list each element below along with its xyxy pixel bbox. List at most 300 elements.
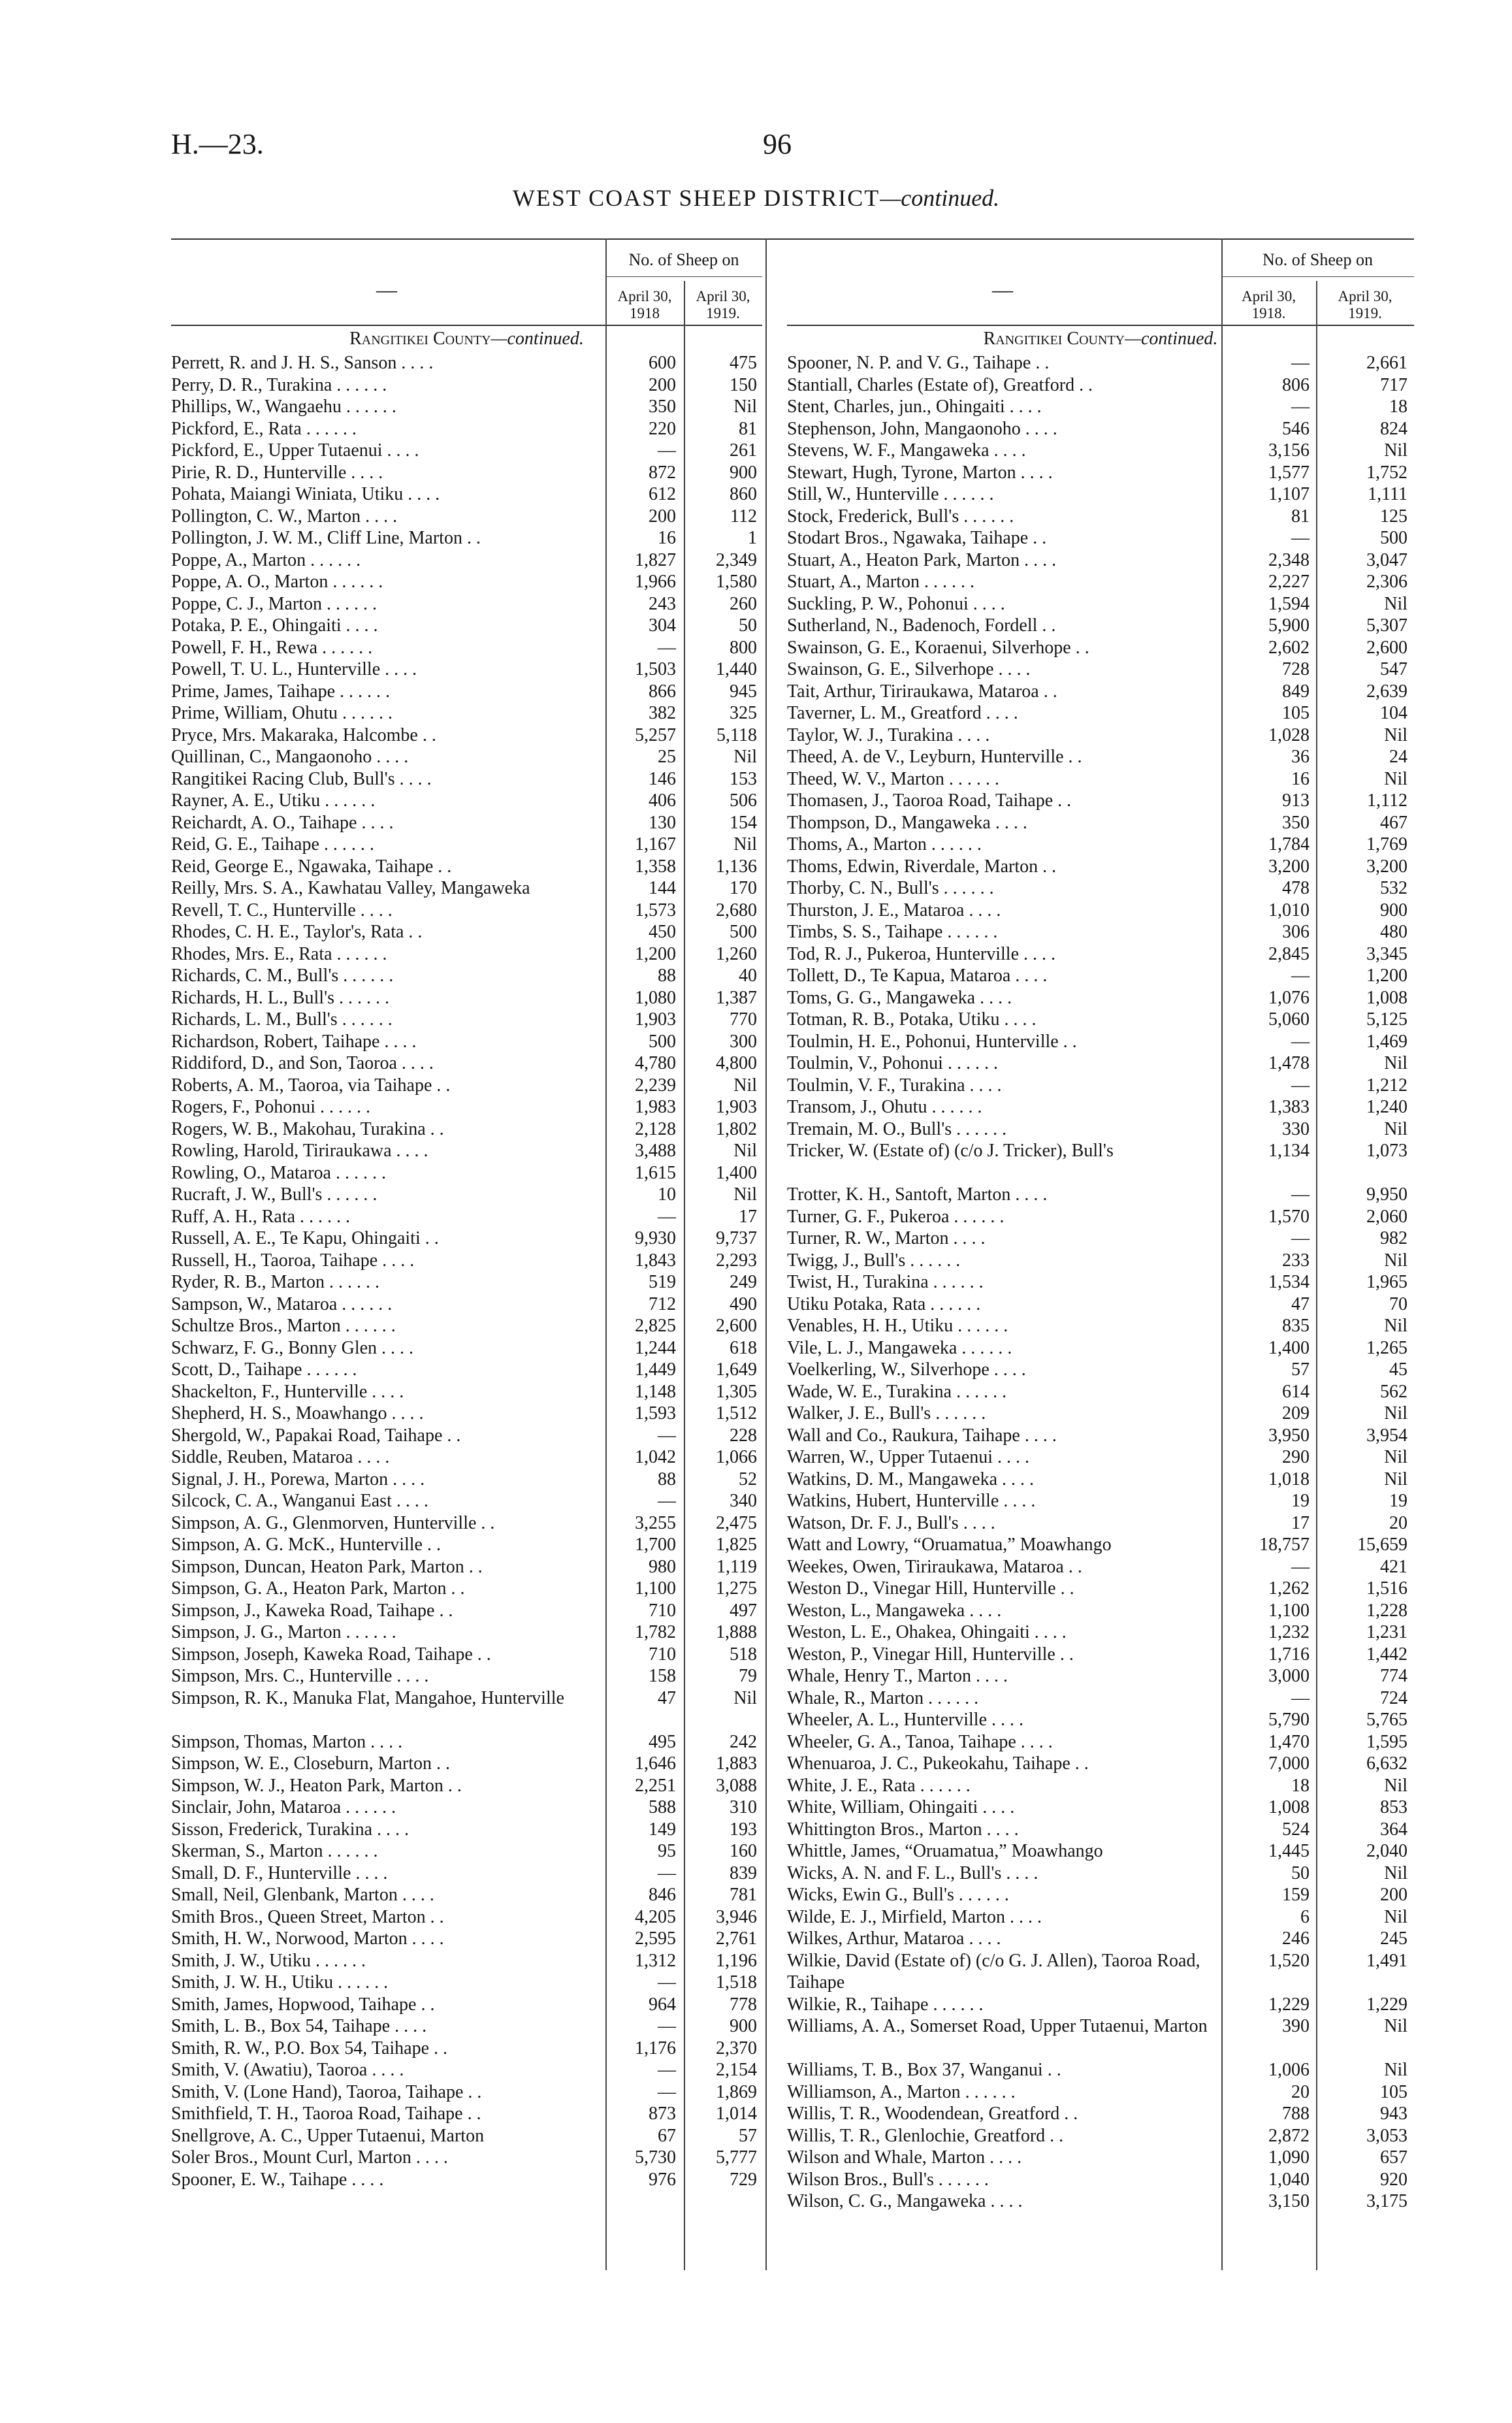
table-row bbox=[171, 746, 762, 768]
sheep-1919: 1,196 bbox=[716, 1950, 757, 1971]
sheep-1919: 900 bbox=[730, 462, 757, 483]
owner-name: Signal, J. H., Porewa, Marton . . . . bbox=[171, 1469, 425, 1489]
sheep-1918: 47 bbox=[658, 1687, 676, 1708]
sheep-1918: 2,595 bbox=[635, 1928, 676, 1949]
table-row bbox=[787, 1556, 1414, 1578]
sheep-1919: 9,950 bbox=[1366, 1184, 1407, 1205]
table-row bbox=[171, 1403, 762, 1425]
sheep-1918: — bbox=[1291, 1687, 1310, 1708]
table-row bbox=[171, 1052, 762, 1075]
sheep-1919: 1,200 bbox=[1366, 966, 1407, 986]
sheep-1918: — bbox=[1291, 1228, 1310, 1248]
sheep-1918: 25 bbox=[658, 747, 676, 767]
owner-name: Thurston, J. E., Mataroa . . . . bbox=[787, 900, 1001, 920]
owner-name: Scott, D., Taihape . . . . . . bbox=[171, 1359, 357, 1380]
table-row bbox=[787, 396, 1414, 418]
table-row bbox=[787, 2081, 1414, 2104]
sheep-1918: 3,200 bbox=[1268, 856, 1310, 877]
owner-name: Watkins, Hubert, Hunterville . . . . bbox=[787, 1491, 1036, 1511]
sheep-1919: 2,661 bbox=[1366, 353, 1407, 373]
sheep-1919: 1,769 bbox=[1366, 834, 1407, 854]
sheep-1919: 1,491 bbox=[1366, 1950, 1407, 1971]
sheep-1918: 1,445 bbox=[1268, 1841, 1310, 1861]
table-row bbox=[787, 1994, 1414, 2016]
owner-name: Whale, R., Marton . . . . . . bbox=[787, 1687, 979, 1708]
sheep-1918: 588 bbox=[649, 1797, 676, 1817]
sheep-1918: 806 bbox=[1282, 374, 1310, 395]
owner-name: Simpson, Mrs. C., Hunterville . . . . bbox=[171, 1666, 429, 1686]
owner-name: Rhodes, Mrs. E., Rata . . . . . . bbox=[171, 943, 387, 964]
right-rows bbox=[787, 352, 1414, 2213]
owner-name: Rucraft, J. W., Bull's . . . . . . bbox=[171, 1184, 378, 1205]
sheep-1918: 18,757 bbox=[1259, 1535, 1310, 1555]
table-row bbox=[787, 1665, 1414, 1687]
table-row bbox=[787, 1337, 1414, 1359]
table-row bbox=[171, 965, 762, 987]
owner-name: Weston, L. E., Ohakea, Ohingaiti . . . . bbox=[787, 1622, 1067, 1642]
owner-name: Perrett, R. and J. H. S., Sanson . . . . bbox=[171, 353, 434, 373]
owner-name: Wilson, C. G., Mangaweka . . . . bbox=[787, 2191, 1023, 2211]
table-row bbox=[171, 1753, 762, 1775]
sheep-1918: 1,646 bbox=[635, 1753, 676, 1774]
sheep-1919: 3,345 bbox=[1366, 943, 1407, 964]
sheep-1919: 9,737 bbox=[716, 1228, 757, 1248]
owner-name: Rayner, A. E., Utiku . . . . . . bbox=[171, 790, 376, 811]
sheep-1918: 1,262 bbox=[1268, 1578, 1310, 1599]
sheep-1918: 849 bbox=[1282, 681, 1310, 702]
table-row bbox=[171, 1819, 762, 1841]
sheep-1919: 1,073 bbox=[1366, 1141, 1407, 1161]
owner-name: Wilson Bros., Bull's . . . . . . bbox=[787, 2169, 989, 2190]
name-column-header: — bbox=[376, 278, 397, 301]
sheep-1918: 5,730 bbox=[635, 2147, 676, 2168]
table-row bbox=[171, 1337, 762, 1359]
owner-name: Simpson, Duncan, Heaton Park, Marton . . bbox=[171, 1556, 483, 1577]
sheep-1918: 149 bbox=[649, 1819, 676, 1840]
owner-name: Soler Bros., Mount Curl, Marton . . . . bbox=[171, 2147, 448, 2168]
table-row bbox=[171, 681, 762, 703]
table-row bbox=[787, 681, 1414, 703]
sheep-1919: 1,752 bbox=[1366, 462, 1407, 483]
sheep-1918: 450 bbox=[649, 922, 676, 942]
owner-name: Wilson and Whale, Marton . . . . bbox=[787, 2147, 1022, 2168]
table-row bbox=[787, 1228, 1414, 1250]
sheep-1918: 17 bbox=[1291, 1512, 1310, 1533]
table-row bbox=[787, 483, 1414, 506]
sheep-1919: 81 bbox=[739, 418, 757, 439]
sheep-1919: 242 bbox=[730, 1731, 757, 1752]
table-row bbox=[787, 615, 1414, 637]
owner-name: Swainson, G. E., Silverhope . . . . bbox=[787, 659, 1031, 679]
sheep-1919: 1,595 bbox=[1366, 1731, 1407, 1752]
sheep-1919: 45 bbox=[1389, 1359, 1407, 1380]
sheep-count-group-header: No. of Sheep on bbox=[1263, 250, 1373, 269]
col-divider bbox=[605, 238, 607, 2270]
table-row bbox=[171, 1096, 762, 1118]
sheep-1919: 24 bbox=[1389, 747, 1407, 767]
table-row bbox=[171, 1075, 762, 1097]
right-column bbox=[787, 238, 1414, 2213]
owner-name: Simpson, A. G. McK., Hunterville . . bbox=[171, 1535, 441, 1555]
table-row bbox=[787, 1644, 1414, 1666]
sheep-1918: 1,148 bbox=[635, 1381, 676, 1402]
sheep-1918: 1,076 bbox=[1268, 987, 1310, 1008]
owner-name: Wall and Co., Raukura, Taihape . . . . bbox=[787, 1425, 1057, 1446]
table-row bbox=[171, 352, 762, 374]
table-row bbox=[171, 1315, 762, 1337]
sheep-1918: 2,348 bbox=[1268, 549, 1310, 570]
owner-name: Stuart, A., Heaton Park, Marton . . . . bbox=[787, 549, 1057, 570]
owner-name: Pollington, J. W. M., Cliff Line, Marton . . bbox=[171, 528, 481, 548]
owner-name: Williamson, A., Marton . . . . . . bbox=[787, 2081, 1016, 2102]
owner-name: Poppe, A. O., Marton . . . . . . bbox=[171, 572, 383, 592]
sheep-1919: 1,212 bbox=[1366, 1075, 1407, 1096]
table-row bbox=[787, 1293, 1414, 1316]
sheep-1918: 1,700 bbox=[635, 1535, 676, 1555]
sheep-1918: 600 bbox=[649, 353, 676, 373]
sheep-1918: 350 bbox=[649, 397, 676, 417]
owner-name: Wilde, E. J., Mirfield, Marton . . . . bbox=[787, 1906, 1042, 1927]
table-row bbox=[171, 374, 762, 397]
sheep-1918: — bbox=[1291, 966, 1310, 986]
report-reference: H.—23. bbox=[171, 128, 264, 160]
sheep-1919: Nil bbox=[1384, 440, 1407, 461]
table-row bbox=[171, 1031, 762, 1053]
section-heading: Rangitikei County—continued. bbox=[983, 329, 1218, 349]
table-row bbox=[171, 1206, 762, 1228]
sheep-1919: Nil bbox=[1384, 1403, 1407, 1423]
sheep-1919: 5,765 bbox=[1366, 1710, 1407, 1730]
sheep-1919: 228 bbox=[730, 1425, 757, 1446]
owner-name: Revell, T. C., Hunterville . . . . bbox=[171, 900, 393, 920]
owner-name: Powell, T. U. L., Hunterville . . . . bbox=[171, 659, 417, 679]
sheep-1918: 47 bbox=[1291, 1293, 1310, 1314]
owner-name: Phillips, W., Wangaehu . . . . . . bbox=[171, 397, 396, 417]
owner-name: Smith, V. (Awatiu), Taoroa . . . . bbox=[171, 2060, 404, 2080]
owner-name: Whenuaroa, J. C., Pukeokahu, Taihape . . bbox=[787, 1753, 1089, 1774]
sheep-1919: 900 bbox=[1380, 900, 1407, 920]
sheep-1918: 1,503 bbox=[635, 659, 676, 679]
owner-name: Smith, J. W. H., Utiku . . . . . . bbox=[171, 1972, 389, 1992]
owner-name: Russell, A. E., Te Kapu, Ohingaiti . . bbox=[171, 1228, 439, 1248]
owner-name: Tricker, W. (Estate of) (c/o J. Tricker), Bull's bbox=[787, 1141, 1114, 1161]
table-row bbox=[787, 1096, 1414, 1118]
owner-name: Pickford, E., Rata . . . . . . bbox=[171, 418, 357, 439]
sheep-1919: 2,370 bbox=[716, 2038, 757, 2058]
sheep-1919: 2,154 bbox=[716, 2060, 757, 2080]
owner-name: Rogers, F., Pohonui . . . . . . bbox=[171, 1097, 371, 1117]
sheep-1918: 382 bbox=[649, 703, 676, 723]
sheep-1918: — bbox=[658, 1425, 676, 1446]
owner-name: Sutherland, N., Badenoch, Fordell . . bbox=[787, 615, 1056, 636]
sheep-1918: 1,040 bbox=[1268, 2169, 1310, 2190]
sheep-1919: 770 bbox=[730, 1009, 757, 1030]
sheep-1919: Nil bbox=[1384, 593, 1407, 614]
sheep-1919: 50 bbox=[739, 615, 757, 636]
table-row bbox=[787, 1052, 1414, 1075]
sheep-1918: — bbox=[1291, 528, 1310, 548]
owner-name: Pollington, C. W., Marton . . . . bbox=[171, 506, 398, 527]
owner-name: Transom, J., Ohutu . . . . . . bbox=[787, 1097, 982, 1117]
sheep-1919: 4,800 bbox=[716, 1053, 757, 1073]
sheep-1918: 9,930 bbox=[635, 1228, 676, 1248]
owner-name: Theed, W. V., Marton . . . . . . bbox=[787, 768, 999, 789]
owner-name: Richardson, Robert, Taihape . . . . bbox=[171, 1031, 417, 1052]
sheep-1918: 913 bbox=[1282, 790, 1310, 811]
sheep-1919: 364 bbox=[1380, 1819, 1407, 1840]
owner-name: Smith Bros., Queen Street, Marton . . bbox=[171, 1906, 444, 1927]
owner-name: Rowling, Harold, Tiriraukawa . . . . bbox=[171, 1141, 428, 1161]
sheep-1919: 1,008 bbox=[1366, 987, 1407, 1008]
owner-name: Simpson, W. E., Closeburn, Marton . . bbox=[171, 1753, 451, 1774]
sheep-1918: — bbox=[1291, 1075, 1310, 1096]
owner-name: Ruff, A. H., Rata . . . . . . bbox=[171, 1206, 351, 1227]
table-row bbox=[171, 2169, 762, 2191]
sheep-1919: Nil bbox=[1384, 1906, 1407, 1927]
owner-name: Rowling, O., Mataroa . . . . . . bbox=[171, 1162, 386, 1183]
sheep-1919: Nil bbox=[733, 747, 757, 767]
sheep-1919: 1,512 bbox=[716, 1403, 757, 1423]
table-row bbox=[171, 1644, 762, 1666]
page-number: 96 bbox=[763, 128, 792, 160]
owner-name: Prime, William, Ohutu . . . . . . bbox=[171, 703, 393, 723]
sheep-1918: 1,782 bbox=[635, 1622, 676, 1642]
owner-name: Simpson, G. A., Heaton Park, Marton . . bbox=[171, 1578, 465, 1599]
table-row bbox=[171, 2103, 762, 2125]
owner-name: Toulmin, V., Pohonui . . . . . . bbox=[787, 1053, 998, 1073]
sheep-1918: 3,255 bbox=[635, 1512, 676, 1533]
sheep-1919: Nil bbox=[1384, 2060, 1407, 2080]
owner-name: Wilkes, Arthur, Mataroa . . . . bbox=[787, 1928, 1001, 1949]
owner-name: Watt and Lowry, “Oruamatua,” Moawhango bbox=[787, 1535, 1112, 1555]
sheep-1919: 467 bbox=[1380, 812, 1407, 833]
sheep-1918: 200 bbox=[649, 506, 676, 527]
sheep-1919: 3,954 bbox=[1366, 1425, 1407, 1446]
table-row bbox=[787, 1578, 1414, 1600]
sheep-1919: 105 bbox=[1380, 2081, 1407, 2102]
table-row bbox=[171, 1425, 762, 1447]
table-row bbox=[787, 1075, 1414, 1097]
table-row bbox=[171, 593, 762, 615]
sheep-1918: 710 bbox=[649, 1644, 676, 1665]
sheep-1918: 835 bbox=[1282, 1316, 1310, 1336]
sheep-1919: 154 bbox=[730, 812, 757, 833]
sheep-1919: 1,275 bbox=[716, 1578, 757, 1599]
owner-name: Stevens, W. F., Mangaweka . . . . bbox=[787, 440, 1026, 461]
sheep-1919: Nil bbox=[1384, 1775, 1407, 1796]
sheep-1918: 3,156 bbox=[1268, 440, 1310, 461]
sheep-1919: 2,600 bbox=[716, 1316, 757, 1336]
owner-name: Schultze Bros., Marton . . . . . . bbox=[171, 1316, 396, 1336]
sheep-1919: 1,580 bbox=[716, 572, 757, 592]
table-row bbox=[171, 1009, 762, 1031]
sheep-1919: 3,200 bbox=[1366, 856, 1407, 877]
table-row bbox=[787, 1031, 1414, 1053]
sheep-1919: 1,112 bbox=[1367, 790, 1407, 811]
table-row bbox=[787, 965, 1414, 987]
sheep-1919: 824 bbox=[1380, 418, 1407, 439]
owner-name: Theed, A. de V., Leyburn, Hunterville . . bbox=[787, 747, 1082, 767]
table-row bbox=[171, 2038, 762, 2060]
table-row bbox=[171, 1928, 762, 1950]
owner-name: Watson, Dr. F. J., Bull's . . . . bbox=[787, 1512, 995, 1533]
sheep-1919: 340 bbox=[730, 1491, 757, 1511]
sheep-1918: — bbox=[1291, 1184, 1310, 1205]
sheep-1919: 260 bbox=[730, 593, 757, 614]
sheep-1919: 245 bbox=[1380, 1928, 1407, 1949]
table-row bbox=[787, 1709, 1414, 1731]
table-row bbox=[787, 571, 1414, 593]
table-row bbox=[171, 900, 762, 922]
table-row bbox=[171, 1972, 762, 1994]
sheep-1919: 200 bbox=[1380, 1885, 1407, 1905]
sheep-1919: 170 bbox=[730, 878, 757, 898]
group-rule bbox=[605, 276, 762, 277]
sheep-1919: 724 bbox=[1380, 1687, 1407, 1708]
sheep-1919: 15,659 bbox=[1357, 1535, 1407, 1555]
sheep-1918: 1,577 bbox=[1268, 462, 1310, 483]
group-rule bbox=[1221, 276, 1414, 277]
owner-name: White, William, Ohingaiti . . . . bbox=[787, 1797, 1015, 1817]
sheep-1918: 5,060 bbox=[1268, 1009, 1310, 1030]
sheep-1918: — bbox=[658, 440, 676, 461]
owner-name: Stantiall, Charles (Estate of), Greatford . . bbox=[787, 374, 1093, 395]
sheep-1918: 4,780 bbox=[635, 1053, 676, 1073]
left-column bbox=[171, 238, 762, 2190]
sheep-1919: 1,119 bbox=[716, 1556, 757, 1577]
table-row bbox=[787, 1600, 1414, 1622]
owner-name: Wheeler, A. L., Hunterville . . . . bbox=[787, 1710, 1023, 1730]
sheep-1919: Nil bbox=[733, 1075, 757, 1096]
table-row bbox=[787, 1315, 1414, 1337]
owner-name: Wicks, Ewin G., Bull's . . . . . . bbox=[787, 1885, 1009, 1905]
table-row bbox=[171, 483, 762, 506]
table-row bbox=[787, 790, 1414, 812]
table-row bbox=[171, 527, 762, 549]
table-row bbox=[787, 1271, 1414, 1293]
owner-name: Reid, George E., Ngawaka, Taihape . . bbox=[171, 856, 452, 877]
sheep-1919: Nil bbox=[1384, 1862, 1407, 1883]
owner-name: Pohata, Maiangi Winiata, Utiku . . . . bbox=[171, 484, 440, 504]
sheep-1919: Nil bbox=[733, 1141, 757, 1161]
sheep-1919: 19 bbox=[1389, 1491, 1407, 1511]
owner-name: Walker, J. E., Bull's . . . . . . bbox=[787, 1403, 986, 1423]
owner-name: Prime, James, Taihape . . . . . . bbox=[171, 681, 391, 702]
table-row bbox=[787, 1819, 1414, 1841]
table-row bbox=[787, 1775, 1414, 1797]
sheep-1918: 1,784 bbox=[1268, 834, 1310, 854]
sheep-1918: 1,008 bbox=[1268, 1797, 1310, 1817]
sheep-1919: 900 bbox=[730, 2016, 757, 2036]
table-row bbox=[787, 1140, 1414, 1184]
title-suffix: —continued. bbox=[880, 185, 1000, 211]
owner-name: Ryder, R. B., Marton . . . . . . bbox=[171, 1272, 379, 1292]
owner-name: Trotter, K. H., Santoft, Marton . . . . bbox=[787, 1184, 1048, 1205]
sheep-1919: 860 bbox=[730, 484, 757, 504]
sheep-1919: 1,231 bbox=[1366, 1622, 1407, 1642]
table-row bbox=[171, 1994, 762, 2016]
owner-name: Simpson, A. G., Glenmorven, Hunterville . . bbox=[171, 1512, 495, 1533]
col-divider bbox=[765, 238, 767, 2270]
sheep-1918: 1,383 bbox=[1268, 1097, 1310, 1117]
sheep-1918: 95 bbox=[658, 1841, 676, 1861]
table-row bbox=[171, 462, 762, 484]
owner-name: Sisson, Frederick, Turakina . . . . bbox=[171, 1819, 409, 1840]
table-row bbox=[787, 1534, 1414, 1556]
table-row bbox=[787, 418, 1414, 440]
sheep-count-group-header: No. of Sheep on bbox=[628, 250, 739, 269]
sheep-1918: 19 bbox=[1291, 1491, 1310, 1511]
owner-name: Smith, J. W., Utiku . . . . . . bbox=[171, 1950, 366, 1971]
sheep-1919: 2,349 bbox=[716, 549, 757, 570]
table-row bbox=[171, 1906, 762, 1928]
sheep-1919: Nil bbox=[1384, 1250, 1407, 1271]
owner-name: Riddiford, D., and Son, Taoroa . . . . bbox=[171, 1053, 434, 1073]
owner-name: Wilkie, David (Estate of) (c/o G. J. Allen), Taoroa Road, Taihape bbox=[787, 1950, 1200, 1992]
owner-name: Richards, L. M., Bull's . . . . . . bbox=[171, 1009, 393, 1030]
owner-name: Shepherd, H. S., Moawhango . . . . bbox=[171, 1403, 424, 1423]
sheep-1919: 781 bbox=[730, 1885, 757, 1905]
owner-name: Weston, L., Mangaweka . . . . bbox=[787, 1600, 1002, 1621]
table-row bbox=[171, 506, 762, 528]
sheep-1918: 1,716 bbox=[1268, 1644, 1310, 1665]
sheep-1918: 866 bbox=[649, 681, 676, 702]
sheep-1918: 2,128 bbox=[635, 1118, 676, 1139]
sheep-1919: 1,883 bbox=[716, 1753, 757, 1774]
sheep-1918: 209 bbox=[1282, 1403, 1310, 1423]
sheep-1919: 729 bbox=[730, 2169, 757, 2190]
sheep-1919: 1,903 bbox=[716, 1097, 757, 1117]
sheep-1919: 17 bbox=[739, 1206, 757, 1227]
table-row bbox=[171, 1118, 762, 1141]
sheep-1919: 982 bbox=[1380, 1228, 1407, 1248]
owner-name: Willis, T. R., Glenlochie, Greatford . . bbox=[787, 2125, 1064, 2146]
table-row bbox=[787, 724, 1414, 747]
sheep-1918: 1,615 bbox=[635, 1162, 676, 1183]
owner-name: Potaka, P. E., Ohingaiti . . . . bbox=[171, 615, 378, 636]
sheep-1918: — bbox=[658, 1972, 676, 1992]
owner-name: Smithfield, T. H., Taoroa Road, Taihape . . bbox=[171, 2104, 481, 2124]
table-row bbox=[171, 1293, 762, 1316]
sheep-1918: 220 bbox=[649, 418, 676, 439]
owner-name: Totman, R. B., Potaka, Utiku . . . . bbox=[787, 1009, 1037, 1030]
sheep-1919: Nil bbox=[1384, 724, 1407, 745]
table-row bbox=[787, 2103, 1414, 2125]
owner-name: Taylor, W. J., Turakina . . . . bbox=[787, 724, 990, 745]
sheep-1918: 872 bbox=[649, 462, 676, 483]
sheep-1918: 1,100 bbox=[1268, 1600, 1310, 1621]
table-row bbox=[787, 834, 1414, 856]
owner-name: Rangitikei Racing Club, Bull's . . . . bbox=[171, 768, 432, 789]
table-row bbox=[171, 637, 762, 659]
sheep-1919: 2,639 bbox=[1366, 681, 1407, 702]
table-row bbox=[171, 1578, 762, 1600]
sheep-1919: 1,400 bbox=[716, 1162, 757, 1183]
owner-name: Swainson, G. E., Koraenui, Silverhope . . bbox=[787, 637, 1089, 658]
owner-name: Smith, V. (Lone Hand), Taoroa, Taihape . . bbox=[171, 2081, 482, 2102]
sheep-1919: 3,053 bbox=[1366, 2125, 1407, 2146]
sheep-1918: 1,176 bbox=[635, 2038, 676, 2058]
sheep-1918: 1,090 bbox=[1268, 2147, 1310, 2168]
page-title bbox=[0, 184, 1512, 212]
owner-name: Stent, Charles, jun., Ohingaiti . . . . bbox=[787, 397, 1042, 417]
owner-name: Small, D. F., Hunterville . . . . bbox=[171, 1862, 388, 1883]
sheep-1919: 562 bbox=[1380, 1381, 1407, 1402]
sheep-1918: 546 bbox=[1282, 418, 1310, 439]
sheep-1918: 1,018 bbox=[1268, 1469, 1310, 1489]
table-row bbox=[787, 1753, 1414, 1775]
sheep-1918: 50 bbox=[1291, 1862, 1310, 1883]
